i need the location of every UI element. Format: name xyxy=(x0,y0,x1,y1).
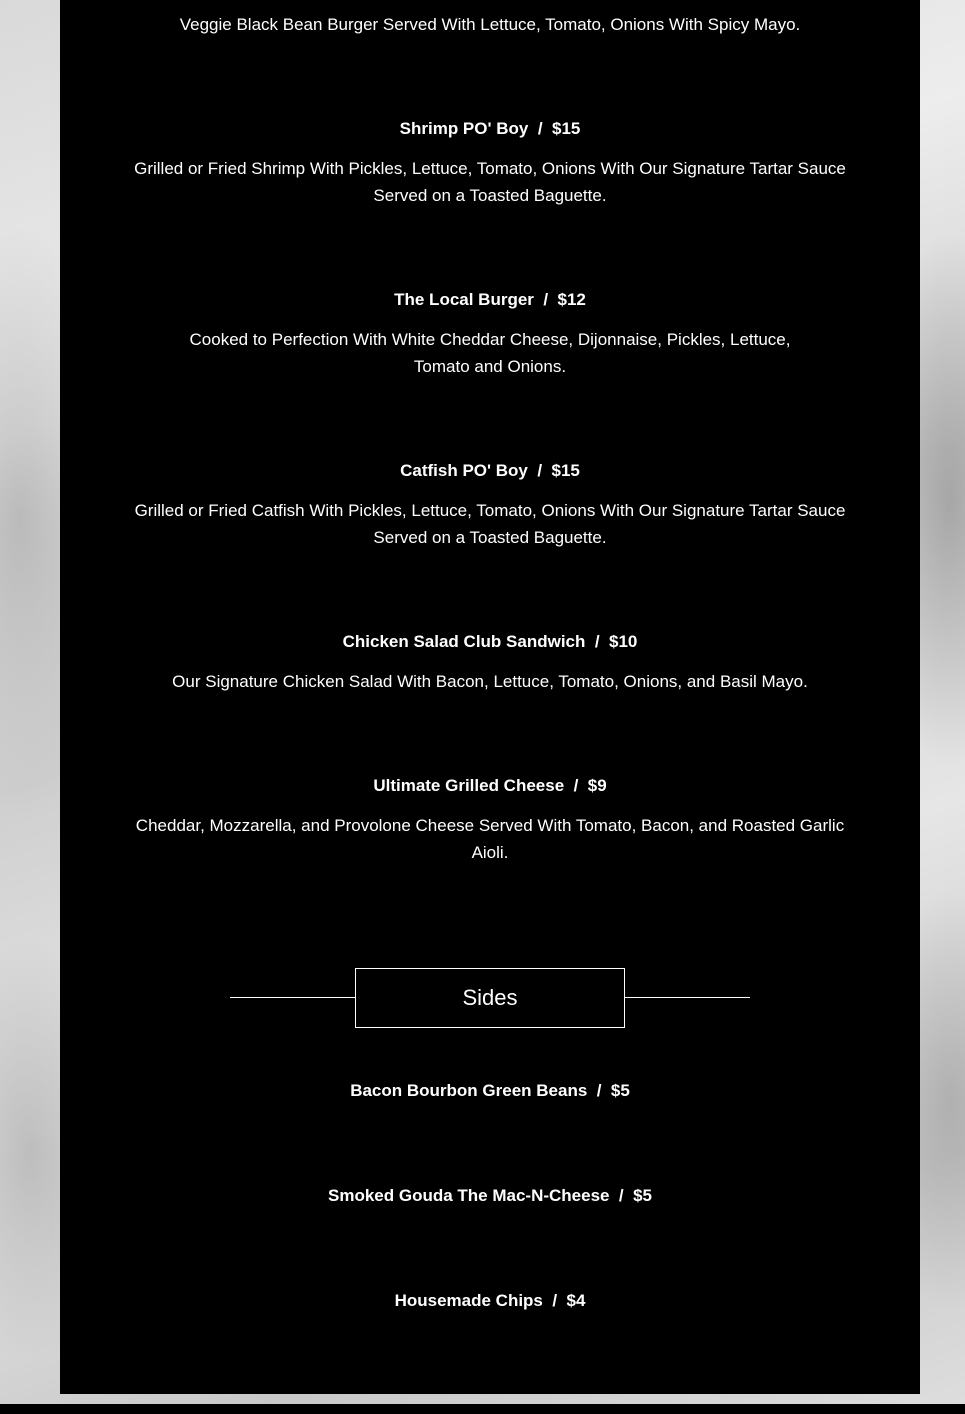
menu-item-title-catfish-po-boy: Catfish PO' Boy / $15 xyxy=(400,461,580,480)
sides-section-heading xyxy=(355,968,625,1028)
menu-item-description-local-burger: Cooked to Perfection With White Cheddar Cheese, Dijonnaise, Pickles, Lettuce, Tomato and Onions. xyxy=(189,330,791,376)
menu-item-description-catfish-po-boy: Grilled or Fried Catfish With Pickles, Lettuce, Tomato, Onions With Our Signature Tartar Sauce Served on a Toasted Baguette. xyxy=(134,501,846,547)
sides-heading-label: Sides xyxy=(462,985,518,1010)
side-item-green-beans: Bacon Bourbon Green Beans / $5 xyxy=(350,1081,630,1100)
menu-panel xyxy=(60,0,920,1394)
menu-item-description-shrimp-po-boy: Grilled or Fried Shrimp With Pickles, Lettuce, Tomato, Onions With Our Signature Tartar Sauce Served on a Toasted Baguette. xyxy=(134,159,846,205)
side-item-chips: Housemade Chips / $4 xyxy=(394,1291,586,1310)
veggie-burger-description: Veggie Black Bean Burger Served With Lettuce, Tomato, Onions With Spicy Mayo. xyxy=(179,15,801,34)
menu-item-title-grilled-cheese: Ultimate Grilled Cheese / $9 xyxy=(373,776,607,795)
menu-item-title-shrimp-po-boy: Shrimp PO' Boy / $15 xyxy=(399,119,581,138)
footer-bar xyxy=(0,1404,965,1414)
menu-item-title-chicken-salad-club: Chicken Salad Club Sandwich / $10 xyxy=(342,632,638,651)
menu-item-description-grilled-cheese: Cheddar, Mozzarella, and Provolone Cheese Served With Tomato, Bacon, and Roasted Garlic Aioli. xyxy=(135,816,845,862)
side-item-mac-n-cheese: Smoked Gouda The Mac-N-Cheese / $5 xyxy=(327,1186,653,1205)
section-divider-right xyxy=(624,997,750,998)
section-divider-left xyxy=(230,997,356,998)
menu-item-description-chicken-salad-club: Our Signature Chicken Salad With Bacon, Lettuce, Tomato, Onions, and Basil Mayo. xyxy=(172,672,808,691)
menu-item-title-local-burger: The Local Burger / $12 xyxy=(394,290,586,309)
